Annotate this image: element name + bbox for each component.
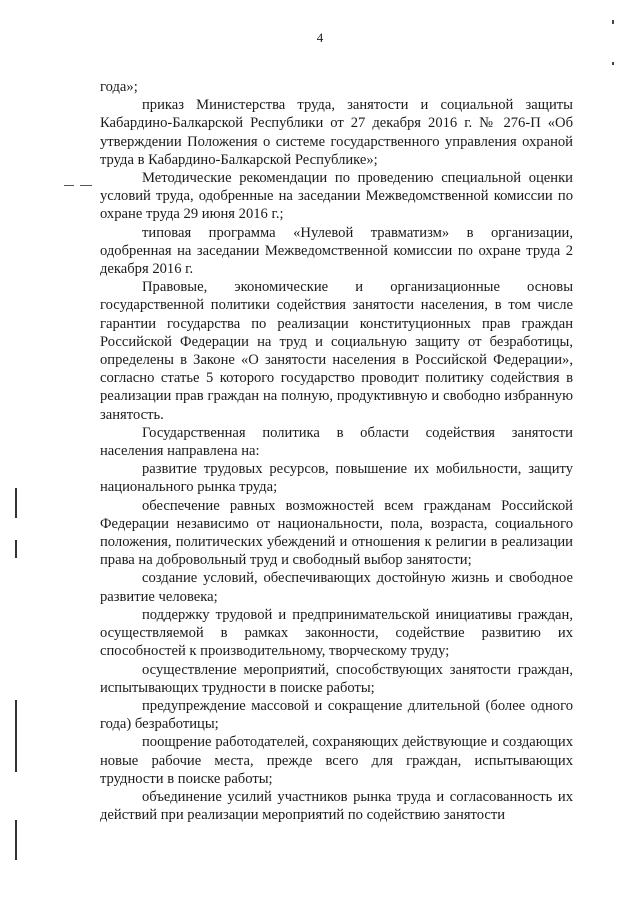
list-item-employer-encouragement: поощрение работодателей, сохраняющих действующие и создающих новые рабочие места, прежде всего для граждан, испытывающих трудности в поиске работы; (100, 734, 573, 787)
paragraph-zero-injury-program: типовая программа «Нулевой травматизм» в организации, одобренная на заседании Межведомственной комиссии по охране труда 2 декабря 2016 г. (100, 224, 573, 278)
paragraph-legal-basis: Правовые, экономические и организационные основы государственной политики содействия занятости населения, в том числе гарантии государства по реализации конституционных прав граждан Российской Федерации на труд и социальную защиту от безработицы, определены в Законе «О занятости населения в Российской Федерации», согласно статье 5 которого государство проводит политику содействия в реализации прав граждан на полную, продуктивную и свободно избранную занятость. (100, 279, 573, 423)
document-body (100, 78, 573, 824)
paragraph-methodical-recommendations: Методические рекомендации по проведению специальной оценки условий труда, одобренные на заседании Межведомственной комиссии по охране труда 29 июня 2016 г.; (100, 170, 573, 223)
margin-line-left-2 (15, 540, 17, 558)
list-item-unemployment-prevention: предупреждение массовой и сокращение длительной (более одного года) безработицы; (100, 697, 573, 733)
list-item-joint-efforts: объединение усилий участников рынка труда и согласованность их действий при реализации мероприятий по содействию занятости (100, 788, 573, 824)
page-number: 4 (316, 30, 324, 45)
list-item-labor-resources: развитие трудовых ресурсов, повышение их мобильности, защиту национального рынка труда; (100, 461, 573, 496)
paragraph-order-kbr: приказ Министерства труда, занятости и социальной защиты Кабардино-Балкарской Республики от 27 декабря 2016 г. № 276-П «Об утверждении Положения о системе государственного управления охраной труда в Кабардино-Балкарской Республике»; (100, 97, 573, 168)
margin-line-left-3 (15, 700, 17, 772)
list-item-equal-opportunities: обеспечение равных возможностей всем гражданам Российской Федерации независимо от национальности, пола, возраста, социального положения, политических убеждений и отношения к религии в реализации права на добровольный труд и свободный выбор занятости; (100, 497, 573, 569)
list-item-initiative-support: поддержку трудовой и предпринимательской инициативы граждан, осуществляемой в рамках законности, содействие развитию их способностей к производительному, творческому труду; (100, 606, 573, 660)
scan-mark-top (612, 20, 614, 24)
list-item-decent-life: создание условий, обеспечивающих достойную жизнь и свободное развитие человека; (100, 570, 573, 605)
scan-dash-left (64, 185, 74, 186)
paragraph-policy-intro: Государственная политика в области содействия занятости населения направлена на: (100, 424, 573, 460)
paragraph-continuation: года»; (100, 79, 138, 95)
scan-dash-left-2 (80, 185, 92, 186)
margin-line-left-1 (15, 488, 17, 518)
list-item-employment-measures: осуществление мероприятий, способствующих занятости граждан, испытывающих трудности в поиске работы; (100, 661, 573, 696)
margin-line-left-4 (15, 820, 17, 860)
scan-mark-top-2 (612, 62, 614, 65)
